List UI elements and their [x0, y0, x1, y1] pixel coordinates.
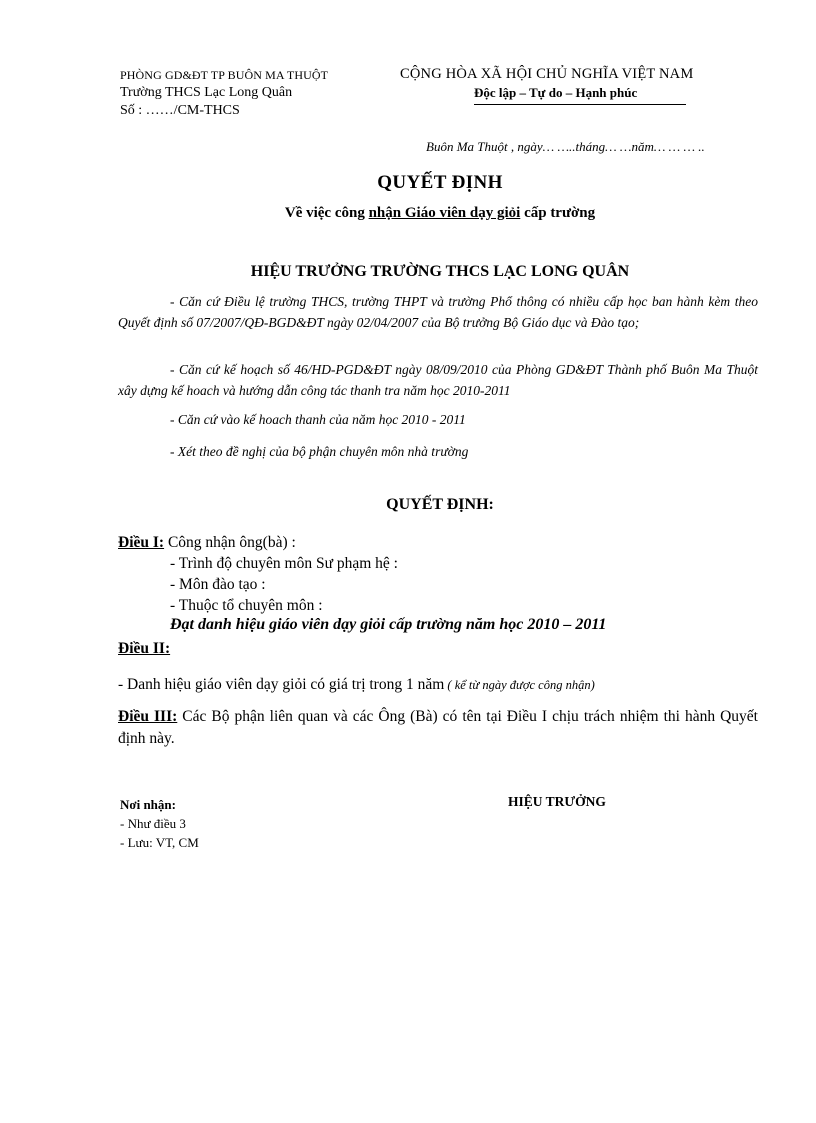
signature-title: HIỆU TRƯỞNG [508, 794, 606, 809]
principal-heading: HIỆU TRƯỞNG TRƯỜNG THCS LẠC LONG QUÂN [250, 263, 630, 280]
article-2-text: - Danh hiệu giáo viên dạy giỏi có giá trị trong 1 năm [118, 676, 445, 693]
basis-item [118, 409, 758, 430]
article-3 [118, 706, 758, 750]
recipients-heading: Nơi nhận: [120, 797, 176, 812]
subtitle-underlined: nhận Giáo viên dạy giỏi [368, 205, 521, 221]
department-name: PHÒNG GD&ĐT TP BUÔN MA THUỘT [120, 68, 329, 82]
recipient-item: - Như điều 3 [120, 816, 186, 831]
subtitle-prefix: Về việc công [284, 205, 369, 221]
decision-heading: QUYẾT ĐỊNH: [386, 496, 494, 513]
article-1-item: - Trình độ chuyên môn Sư phạm hệ : [170, 555, 398, 572]
place-date: Buôn Ma Thuột , ngày… …..tháng… …năm… … … .. [426, 139, 705, 154]
basis-text: - Căn cứ Điều lệ trường THCS, trường THPT và trường Phổ thông có nhiều cấp học ban hành kèm theo Quyết định số 07/2007/QĐ-BGD&ĐT ngày 02/04/2007 của Bộ trưởng Bộ Giáo dục và Đào tạo; [118, 294, 758, 330]
article-1-line [118, 532, 296, 553]
recipient-item: - Lưu: VT, CM [120, 835, 199, 850]
document-subtitle [0, 205, 816, 222]
document-number: Số : ……/CM-THCS [120, 103, 240, 118]
basis-item [118, 291, 758, 333]
basis-text: - Xét theo đề nghị của bộ phận chuyên môn nhà trường [170, 444, 469, 459]
article-3-text: Các Bộ phận liên quan và các Ông (Bà) có tên tại Điều I chịu trách nhiệm thi hành Quyết định này. [118, 708, 758, 747]
basis-text: - Căn cứ kế hoạch số 46/HD-PGD&ĐT ngày 08/09/2010 của Phòng GD&ĐT Thành phố Buôn Ma Thuột xây dựng kế hoach và hướng dẫn công tác thanh tra năm học 2010-2011 [118, 362, 758, 398]
recipients-block [120, 795, 199, 852]
basis-text: - Căn cứ vào kế hoach thanh của năm học 2010 - 2011 [170, 412, 466, 427]
subtitle-suffix: cấp trường [520, 205, 596, 221]
basis-item [118, 359, 758, 401]
article-2-label-line [118, 638, 170, 659]
motto-underline [474, 104, 686, 105]
article-1-label: Điều I: [118, 534, 165, 551]
article-1-text: Công nhận ông(bà) : [164, 534, 296, 551]
school-name: Trường THCS Lạc Long Quân [120, 85, 293, 100]
article-1-item: - Môn đào tạo : [170, 576, 266, 593]
article-2-text-line [118, 674, 595, 696]
article-2-label: Điều II: [118, 640, 171, 657]
issuing-office-block [120, 66, 328, 120]
basis-item [118, 441, 758, 462]
article-3-label: Điều III: [118, 708, 178, 725]
award-title: Đạt danh hiệu giáo viên dạy giỏi cấp trường năm học 2010 – 2011 [170, 616, 607, 633]
national-header [400, 66, 730, 102]
document-title: QUYẾT ĐỊNH [377, 172, 503, 193]
nation-name: CỘNG HÒA XÃ HỘI CHỦ NGHĨA VIỆT NAM [400, 66, 694, 82]
article-2-note: ( kể từ ngày được công nhận) [444, 678, 595, 692]
article-1-item: - Thuộc tổ chuyên môn : [170, 597, 323, 614]
national-motto: Độc lập – Tự do – Hạnh phúc [474, 85, 638, 100]
